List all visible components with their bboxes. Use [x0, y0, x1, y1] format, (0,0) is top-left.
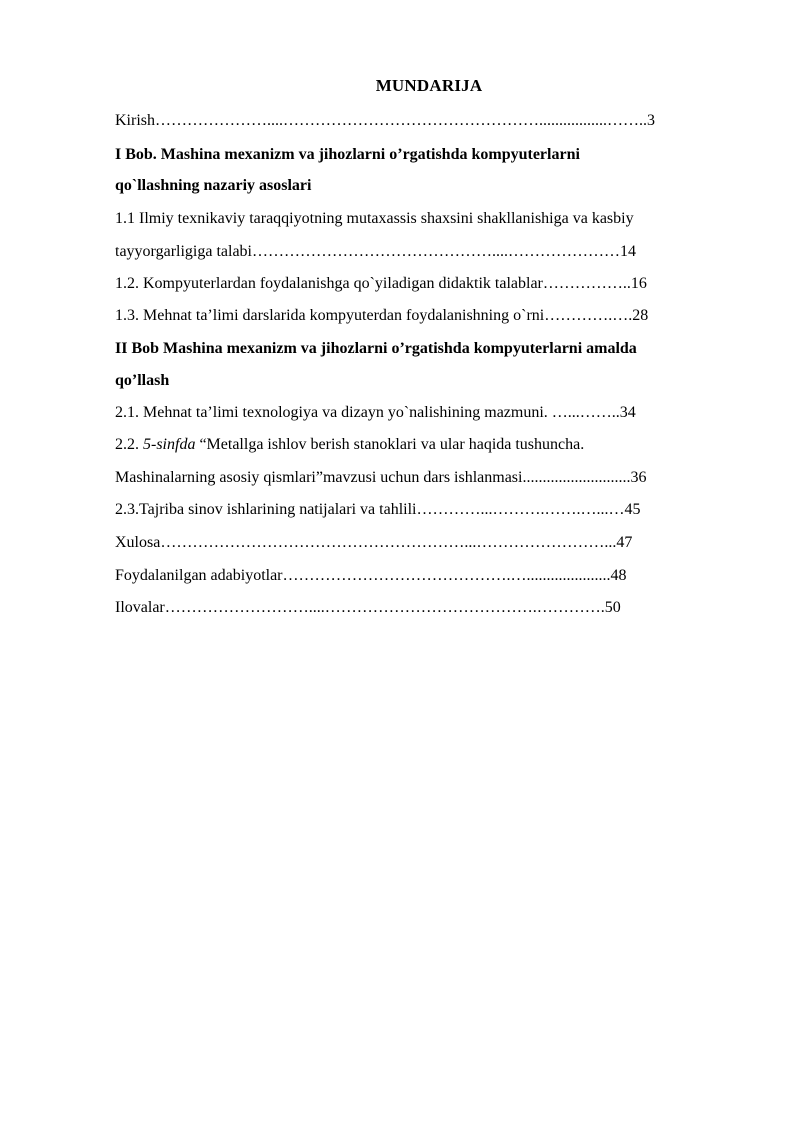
toc-entry-2-2-line1 [115, 435, 741, 455]
toc-entry-kirish: Kirish…………………....………………………………………….................……..3 [115, 112, 655, 129]
toc-entry-2-2-italic: 5-sinfda [143, 436, 196, 453]
toc-entry-1-3: 1.3. Mehnat ta’limi darslarida kompyuterdan foydalanishning o`rni………….….28 [115, 307, 649, 324]
toc-entry-2-2-number: 2.2. [115, 436, 143, 453]
toc-chapter-1-heading-line1: I Bob. Mashina mexanizm va jihozlarni o’rgatishda kompyuterlarni [115, 146, 580, 163]
toc-entry-1-2: 1.2. Kompyuterlardan foydalanishga qo`yiladigan didaktik talablar……………..16 [115, 275, 647, 292]
toc-entry-2-1: 2.1. Mehnat ta’limi texnologiya va dizayn yo`nalishining mazmuni. …...……..34 [115, 404, 636, 421]
toc-entry-1-1-line2: tayyorgarligiga talabi………………………………………....…………………14 [115, 243, 636, 260]
toc-chapter-2-heading-line1: II Bob Mashina mexanizm va jihozlarni o’rgatishda kompyuterlarni amalda [115, 340, 637, 357]
page-title: MUNDARIJA [375, 76, 483, 95]
toc-entry-1-1-line1: 1.1 Ilmiy texnikaviy taraqqiyotning mutaxassis shaxsini shakllanishiga va kasbiy [115, 210, 634, 227]
toc-entry-adabiyotlar: Foydalanilgan adabiyotlar…………………………………….….....................48 [115, 567, 627, 584]
toc-entry-2-3: 2.3.Tajriba sinov ishlarining natijalari va tahlili…………...……….…….…...…45 [115, 501, 641, 518]
toc-entry-2-2-line2: Mashinalarning asosiy qismlari”mavzusi uchun dars ishlanmasi...........................36 [115, 469, 647, 486]
toc-entry-2-2-text: “Metallga ishlov berish stanoklari va ular haqida tushuncha. [195, 436, 585, 453]
toc-chapter-1-heading-line2: qo`llashning nazariy asoslari [115, 177, 312, 194]
toc-entry-xulosa: Xulosa…………………………………………………...……………………...47 [115, 534, 633, 551]
toc-entry-ilovalar: Ilovalar………………………....………………………………….………….50 [115, 599, 621, 616]
toc-chapter-2-heading-line2: qo’llash [115, 372, 170, 389]
